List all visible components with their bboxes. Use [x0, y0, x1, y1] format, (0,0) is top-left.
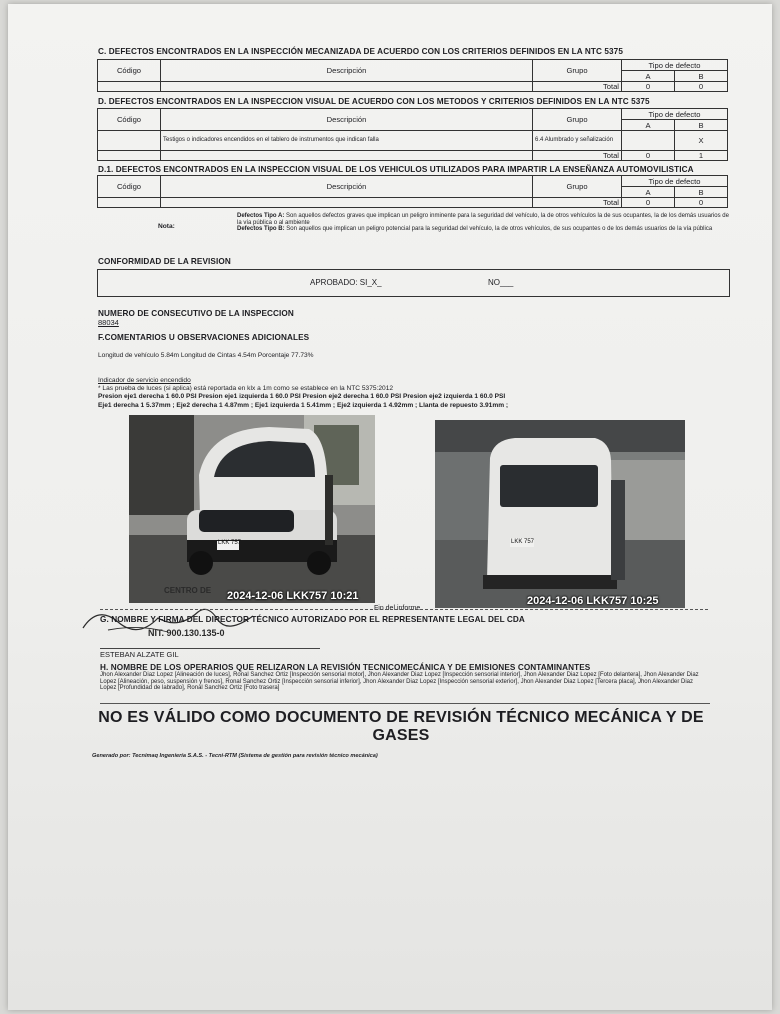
front-vehicle-photo — [129, 415, 375, 603]
front-photo-timestamp: 2024-12-06 LKK757 10:21 — [227, 590, 359, 602]
rear-vehicle-photo — [435, 420, 685, 608]
lights-test-note: * Las prueba de luces (si aplica) está reportada en klx a 1m como se establece en la NTC 5375:2012 — [98, 385, 394, 392]
section-d1-title: D.1. DEFECTOS ENCONTRADOS EN LA INSPECCION VISUAL DE LOS VEHICULOS UTILIZADOS PARA IMPARTIR LA ENSEÑANZA AUTOMOVILISTICA — [98, 165, 694, 174]
defect-a — [622, 131, 675, 151]
col-defect-type: Tipo de defecto — [622, 109, 728, 120]
conformity-title: CONFORMIDAD DE LA REVISION — [98, 257, 231, 266]
stamp-line1: CENTRO DE — [164, 586, 212, 595]
col-defect-type: Tipo de defecto — [622, 60, 728, 71]
total-label: Total — [533, 151, 622, 161]
comments-title: F.COMENTARIOS U OBSERVACIONES ADICIONALES — [98, 333, 310, 342]
section-g-title: G. NOMBRE Y FIRMA DEL DIRECTOR TÉCNICO AUTORIZADO POR EL REPRESENTANTE LEGAL DEL CDA — [100, 615, 525, 624]
col-a: A — [622, 71, 675, 82]
type-a-title: Defectos Tipo A: — [237, 213, 285, 219]
type-b-title: Defectos Tipo B: — [237, 226, 285, 233]
stamp-nit: NIT. 900.130.135-0 — [148, 628, 225, 638]
col-a: A — [622, 120, 675, 131]
total-label: Total — [533, 198, 622, 208]
defect-description: Testigos o indicadores encendidos en el tablero de instrumentos que indican falla — [161, 131, 533, 151]
divider — [100, 609, 708, 610]
consecutive-title: NUMERO DE CONSECUTIVO DE LA INSPECCION — [98, 309, 294, 318]
col-b: B — [675, 120, 728, 131]
total-b: 0 — [675, 82, 728, 92]
generated-by-footer: Generado por: Tecnimaq Ingeniería S.A.S. - Tecni-RTM (Sistema de gestión para revisión técnico mecánica) — [92, 753, 378, 759]
type-b-text: Son aquellos que implican un peligro potencial para la seguridad del vehículo, la de otros vehículos, de sus ocupantes o de los demás usuarios de la vía pública — [286, 226, 713, 233]
col-b: B — [675, 71, 728, 82]
total-b: 1 — [675, 151, 728, 161]
consecutive-number: 88034 — [98, 318, 119, 327]
tire-pressure: Presion eje1 derecha 1 60.0 PSI Presion eje1 izquierda 1 60.0 PSI Presion eje2 derecha 1 60.0 PSI Presion eje2 izquierda 1 60.0 PSI — [98, 393, 506, 400]
approved-yes: APROBADO: SI_X_ — [310, 278, 382, 287]
col-a: A — [622, 187, 675, 198]
defect-group: 6.4 Alumbrado y señalización — [533, 131, 622, 151]
director-name: ESTEBAN ALZATE GIL — [100, 648, 320, 659]
section-h-title: H. NOMBRE DE LOS OPERARIOS QUE RELIZARON LA REVISIÓN TECNICOMECÁNICA Y DE EMISIONES CONTAMINANTES — [100, 663, 591, 672]
total-b: 0 — [675, 198, 728, 208]
rear-photo-timestamp: 2024-12-06 LKK757 10:25 — [527, 595, 659, 607]
operators-list: Jhon Alexander Diaz Lopez [Alineación de luces], Ronal Sanchez Ortiz [Inspección sensorial motor], Jhon Alexander Diaz Lopez [Inspección sensorial interior], Jhon Alexander Diaz Lopez [Foto delantera], Jhon Alexander Diaz Lopez [Alineación, peso, suspensión y frenos], Ronal Sanchez Ortiz [Inspección sensorial inferior], Jhon Alexander Diaz Lopez [Inspección sensorial exterior], Jhon Alexander Diaz Lopez [Tercera placa], Jhon Alexander Diaz Lopez [Profundidad de labrado], Ronal Sanchez Ortiz [Foto trasera] — [100, 672, 699, 692]
note-text — [237, 213, 729, 233]
col-code: Código — [98, 109, 161, 131]
length-text: Longitud de vehículo 5.84m Longitud de Cintas 4.54m Porcentaje 77.73% — [98, 352, 314, 359]
total-a: 0 — [622, 198, 675, 208]
service-indicator: Indicador de servicio encendido — [98, 377, 191, 384]
invalid-document-warning: NO ES VÁLIDO COMO DOCUMENTO DE REVISIÓN TÉCNICO MECÁNICA Y DE GASES — [98, 709, 704, 744]
section-c-title: C. DEFECTOS ENCONTRADOS EN LA INSPECCIÓN MECANIZADA DE ACUERDO CON LOS CRITERIOS DEFINIDOS EN LA NTC 5375 — [98, 47, 623, 56]
document-page — [8, 4, 772, 1010]
section-d1-table — [97, 175, 728, 208]
col-description: Descripción — [161, 176, 533, 198]
type-a-text: Son aquellos defectos graves que implican un peligro inminente para la seguridad del vehículo, la de otros vehículos la de sus ocupantes, la de los demás usuarios de la vía pública o al ambiente — [237, 213, 729, 226]
total-label: Total — [533, 82, 622, 92]
col-b: B — [675, 187, 728, 198]
col-group: Grupo — [533, 109, 622, 131]
col-description: Descripción — [161, 60, 533, 82]
total-a: 0 — [622, 82, 675, 92]
tread-depth: Eje1 derecha 1 5.37mm ; Eje2 derecha 1 4.87mm ; Eje1 izquierda 1 5.41mm ; Eje2 izquierda 1 4.92mm ; Llanta de repuesto 3.91mm ; — [98, 402, 509, 409]
total-a: 0 — [622, 151, 675, 161]
conformity-box — [97, 269, 730, 297]
col-defect-type: Tipo de defecto — [622, 176, 728, 187]
col-group: Grupo — [533, 60, 622, 82]
defect-b: X — [675, 131, 728, 151]
divider — [100, 703, 710, 704]
section-d-table — [97, 108, 728, 161]
col-code: Código — [98, 176, 161, 198]
rear-plate: LKK 757 — [511, 539, 535, 545]
col-description: Descripción — [161, 109, 533, 131]
fin-informe: Fin del informe — [374, 605, 421, 612]
front-plate: LKK 757 — [218, 540, 242, 546]
col-code: Código — [98, 60, 161, 82]
section-c-table — [97, 59, 728, 92]
note-label: Nota: — [158, 223, 175, 230]
col-group: Grupo — [533, 176, 622, 198]
approved-no: NO___ — [488, 278, 514, 287]
section-d-title: D. DEFECTOS ENCONTRADOS EN LA INSPECCION VISUAL DE ACUERDO CON LOS METODOS Y CRITERIOS DEFINIDOS EN LA NTC 5375 — [98, 97, 650, 106]
